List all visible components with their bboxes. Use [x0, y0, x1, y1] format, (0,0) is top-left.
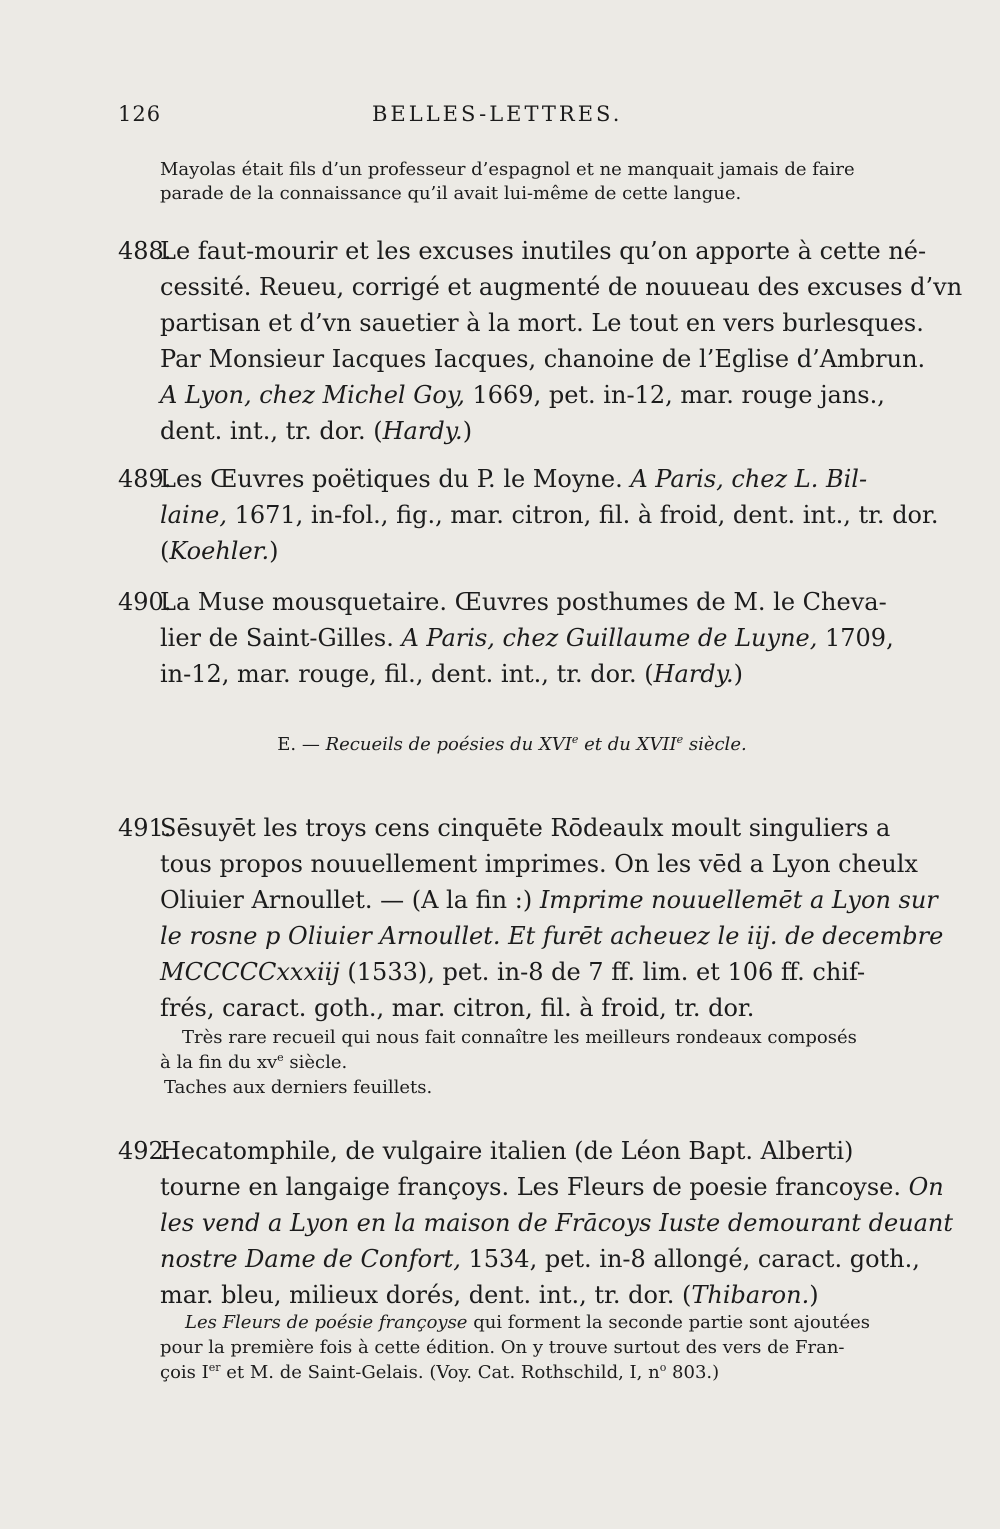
note-line: parade de la connaissance qu’il avait lui-même de cette langue. — [160, 183, 742, 204]
binder-name: Thibaron. — [691, 1281, 810, 1309]
entry-line: tous propos nouuellement imprimes. On les vēd a Lyon cheulx — [160, 850, 918, 878]
entry-line — [160, 533, 864, 569]
section-title-a: Recueils de poésies du XVI — [325, 734, 572, 755]
imprint-details: 1669, pet. in-12, mar. rouge jans., — [472, 381, 885, 409]
paren-close: ) — [269, 537, 279, 565]
binding-text: mar. bleu, milieux dorés, dent. int., tr. dor. ( — [160, 1281, 692, 1309]
sup: o — [659, 1361, 667, 1374]
intro-note — [160, 158, 864, 206]
entry-line — [160, 497, 939, 533]
imprint: laine, — [160, 501, 227, 529]
imprint-details: 1671, in-fol., fig., mar. citron, fil. à froid, dent. int., tr. dor. — [234, 501, 939, 529]
section-prefix: E. — — [277, 734, 326, 755]
entry-number: 488. — [118, 237, 172, 265]
imprint-line: les vend a Lyon en la maison de Frācoys Iuste demourant deuant — [160, 1209, 954, 1237]
entry-line — [160, 656, 864, 692]
paren-close: ) — [733, 660, 744, 688]
note-title: Les Fleurs de poésie françoyse — [185, 1312, 468, 1333]
sup: er — [208, 1361, 221, 1374]
entry-number: 491. — [118, 814, 172, 842]
entry-line — [160, 413, 864, 449]
entry-492 — [118, 1133, 954, 1313]
note-text: 803.) — [666, 1362, 720, 1383]
entry-490 — [118, 584, 894, 692]
imprint: A Paris, chez L. Bil- — [630, 465, 868, 493]
entry-line — [160, 1169, 944, 1205]
sup: e — [277, 1051, 284, 1064]
title-text: Les Œuvres poëtiques du P. le Moyne. — [160, 465, 631, 493]
note-line — [185, 1310, 871, 1335]
note-line: Très rare recueil qui nous fait connaître les meilleurs rondeaux composés — [182, 1027, 857, 1048]
section-title-b: et du XVII — [578, 734, 677, 755]
entry-line: cessité. Reueu, corrigé et augmenté de nouueau des excuses d’vn — [160, 273, 963, 301]
page-header — [0, 102, 1000, 132]
entry-line: Le faut-mourir et les excuses inutiles qu’on apporte à cette né- — [160, 237, 927, 265]
colophon-line: le rosne p Oliuier Arnoullet. Et furēt acheuez le iij. de decembre — [160, 922, 944, 950]
title-text: tourne en langaige françoys. Les Fleurs de poesie francoyse. — [160, 1173, 909, 1201]
entry-489 — [118, 461, 939, 569]
note-line: pour la première fois à cette édition. On y trouve surtout des vers de Fran- — [160, 1337, 845, 1358]
note-line — [160, 1050, 864, 1075]
note-text: et M. de Saint-Gelais. (Voy. Cat. Rothschild, I, n — [220, 1362, 660, 1383]
colophon: Imprime nouuellemēt a Lyon sur — [539, 886, 938, 914]
paren-close: ) — [462, 417, 473, 445]
entry-line: Hecatomphile, de vulgaire italien (de Léon Bapt. Alberti) — [160, 1137, 854, 1165]
entry-number: 492. — [118, 1137, 172, 1165]
binder-name: Koehler. — [169, 537, 270, 565]
note-text: à la fin du xv — [160, 1052, 278, 1073]
entry-number: 489. — [118, 465, 172, 493]
imprint: nostre Dame de Confort, — [160, 1245, 461, 1273]
entry-492-note — [160, 1310, 871, 1385]
title-text: lier de Saint-Gilles. — [160, 624, 402, 652]
section-heading — [160, 734, 864, 755]
entry-line: La Muse mousquetaire. Œuvres posthumes de M. le Cheva- — [160, 588, 887, 616]
section-title-c: siècle. — [683, 734, 747, 755]
page-number: 126 — [118, 102, 162, 126]
entry-line — [160, 461, 868, 497]
entry-488 — [118, 233, 963, 449]
imprint-date: 1709, — [817, 624, 894, 652]
entry-491 — [118, 810, 944, 1026]
sup: e — [676, 733, 684, 746]
note-line: Taches aux derniers feuillets. — [164, 1077, 433, 1098]
entry-line — [160, 954, 864, 990]
entry-number: 490. — [118, 588, 172, 616]
entry-line — [160, 1277, 864, 1313]
imprint: On — [908, 1173, 944, 1201]
entry-line — [160, 620, 894, 656]
entry-line: partisan et d’vn sauetier à la mort. Le tout en vers burlesques. — [160, 309, 924, 337]
imprint-details: 1534, pet. in-8 allongé, caract. goth., — [460, 1245, 920, 1273]
note-line: Mayolas était fils d’un professeur d’espagnol et ne manquait jamais de faire — [160, 159, 855, 180]
paren-open: ( — [160, 537, 170, 565]
binder-name: Hardy. — [653, 660, 734, 688]
title-text: Oliuier Arnoullet. — (A la fin :) — [160, 886, 540, 914]
binding-text: in-12, mar. rouge, fil., dent. int., tr. dor. ( — [160, 660, 654, 688]
entry-line — [160, 882, 938, 918]
imprint: A Lyon, chez Michel Goy, — [160, 381, 465, 409]
note-text: qui forment la seconde partie sont ajoutées — [467, 1312, 871, 1333]
paren-close: ) — [809, 1281, 819, 1309]
entry-line: frés, caract. goth., mar. citron, fil. à froid, tr. dor. — [160, 994, 755, 1022]
sup: e — [571, 733, 579, 746]
binder-name: Hardy. — [382, 417, 463, 445]
running-head: BELLES-LETTRES. — [372, 102, 623, 126]
note-line — [160, 1360, 865, 1385]
entry-line: Par Monsieur Iacques Iacques, chanoine de l’Eglise d’Ambrun. — [160, 345, 926, 373]
note-text: siècle. — [283, 1052, 348, 1073]
entry-line: Sēsuyēt les troys cens cinquēte Rōdeaulx moult singuliers a — [160, 814, 891, 842]
colophon-date: MCCCCCxxxiij — [160, 958, 340, 986]
binding-text: dent. int., tr. dor. ( — [160, 417, 383, 445]
note-text: çois I — [160, 1362, 209, 1383]
entry-line — [160, 377, 885, 413]
imprint-details: (1533), pet. in-8 de 7 ff. lim. et 106 ff. chif- — [339, 958, 866, 986]
imprint: A Paris, chez Guillaume de Luyne, — [401, 624, 818, 652]
entry-491-note — [160, 1025, 864, 1100]
entry-line — [160, 1241, 920, 1277]
